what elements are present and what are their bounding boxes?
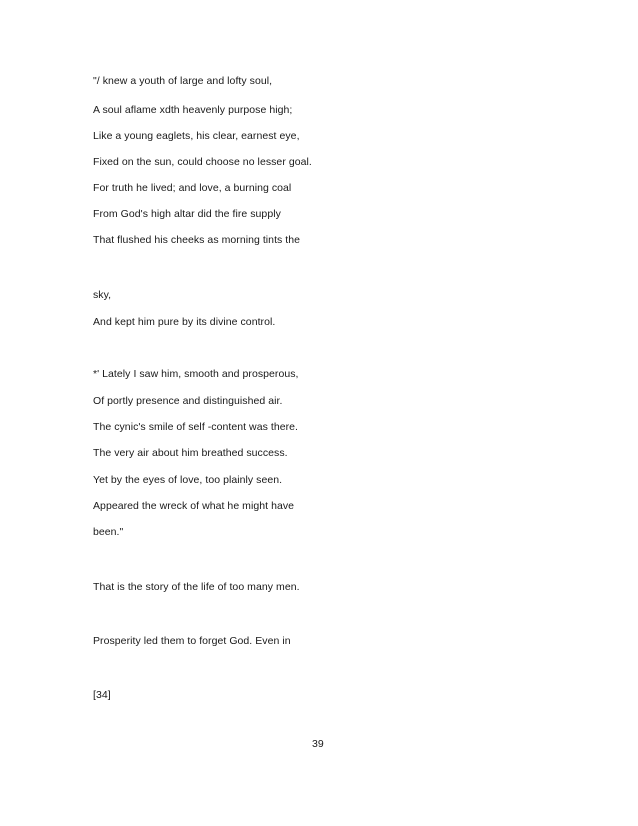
poem-line: been." xyxy=(93,526,124,538)
poem-line: That flushed his cheeks as morning tints the xyxy=(93,234,301,246)
page-number: 39 xyxy=(312,738,324,750)
poem-line: sky, xyxy=(93,289,112,301)
poem-line: The very air about him breathed success. xyxy=(93,447,288,459)
poem-line: Appeared the wreck of what he might have xyxy=(93,500,295,512)
poem-line: The cynic's smile of self -content was there. xyxy=(93,421,298,433)
poem-line: A soul aflame xdth heavenly purpose high; xyxy=(93,104,293,116)
prose-line: Prosperity led them to forget God. Even in xyxy=(93,635,291,647)
poem-line: For truth he lived; and love, a burning coal xyxy=(93,182,292,194)
original-page-marker: [34] xyxy=(93,689,111,701)
poem-line: Like a young eaglets, his clear, earnest eye, xyxy=(93,130,300,142)
poem-line: "/ knew a youth of large and lofty soul, xyxy=(93,75,273,87)
poem-line: From God's high altar did the fire supply xyxy=(93,208,281,220)
prose-line: That is the story of the life of too many men. xyxy=(93,581,300,593)
poem-line: Fixed on the sun, could choose no lesser goal. xyxy=(93,156,312,168)
poem-line: Of portly presence and distinguished air. xyxy=(93,395,283,407)
poem-line: Yet by the eyes of love, too plainly seen. xyxy=(93,474,283,486)
poem-line: *' Lately I saw him, smooth and prosperous, xyxy=(93,368,299,380)
poem-line: And kept him pure by its divine control. xyxy=(93,316,276,328)
